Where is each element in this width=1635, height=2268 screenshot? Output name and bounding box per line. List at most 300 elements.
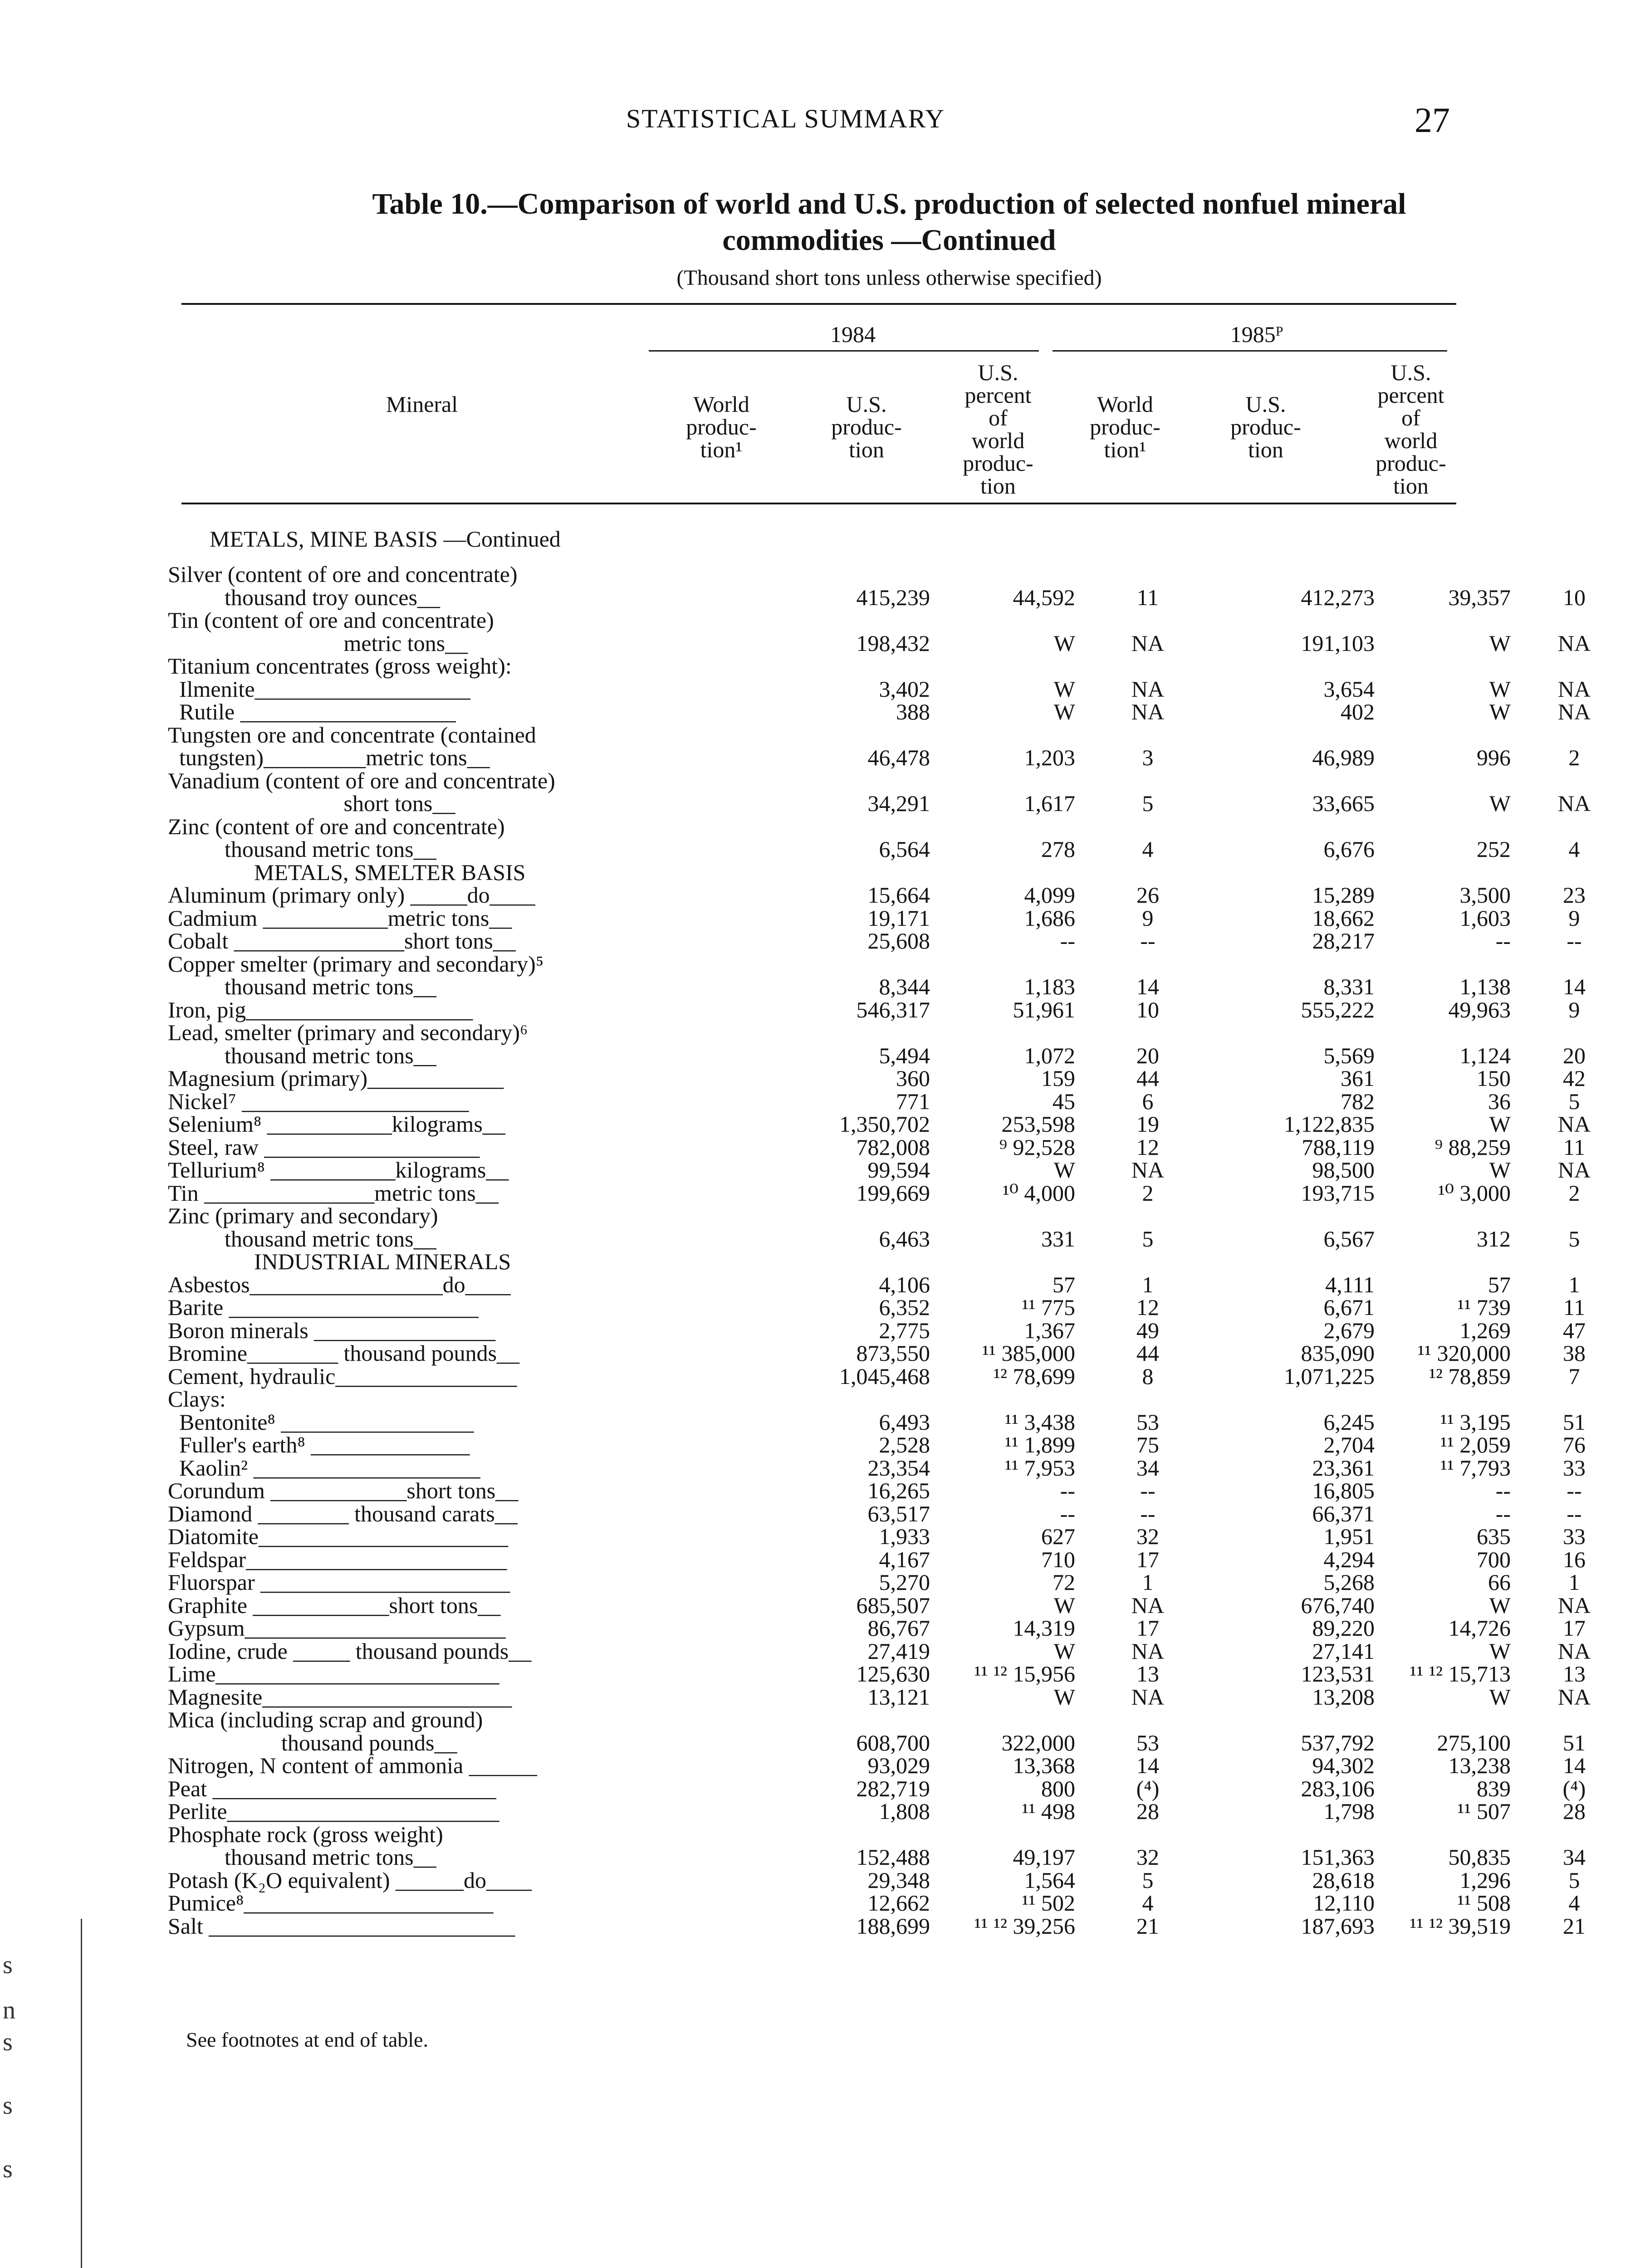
cell-world-1984: 99,594 xyxy=(867,1157,930,1183)
cell-world-1984: 685,507 xyxy=(856,1593,930,1618)
cell-pct-1985: 51 xyxy=(1563,1409,1586,1435)
cell-world-1985: 1,951 xyxy=(1323,1524,1375,1549)
mineral-label: Iodine, crude _____ thousand pounds__ xyxy=(168,1638,532,1664)
cell-world-1985: 27,141 xyxy=(1312,1638,1375,1664)
cell-world-1985: 537,792 xyxy=(1301,1730,1375,1755)
cell-world-1984: 46,478 xyxy=(867,745,930,770)
cell-pct-1985: 42 xyxy=(1563,1066,1586,1091)
cell-pct-1984: 49 xyxy=(1136,1318,1159,1343)
cell-pct-1984: 20 xyxy=(1136,1043,1159,1068)
cell-us-1984: -- xyxy=(1060,928,1075,953)
cell-pct-1984: NA xyxy=(1131,1157,1165,1183)
cell-world-1985: 2,679 xyxy=(1323,1318,1375,1343)
cell-us-1984: 1,203 xyxy=(1024,745,1075,770)
cell-world-1984: 2,775 xyxy=(879,1318,930,1343)
cell-us-1985: ¹¹ 739 xyxy=(1457,1295,1511,1320)
cell-world-1985: 4,294 xyxy=(1323,1547,1375,1572)
cell-pct-1985: 1 xyxy=(1568,1272,1580,1297)
cell-us-1984: 13,368 xyxy=(1013,1753,1075,1778)
cell-pct-1985: 7 xyxy=(1568,1364,1580,1389)
cell-us-1985: 36 xyxy=(1488,1089,1511,1114)
mineral-label: Lead, smelter (primary and secondary)⁶ xyxy=(168,1020,528,1045)
cell-pct-1984: 32 xyxy=(1136,1524,1159,1549)
cell-pct-1985: NA xyxy=(1557,791,1591,816)
cell-world-1984: 1,933 xyxy=(879,1524,930,1549)
cell-pct-1985: NA xyxy=(1557,1593,1591,1618)
mineral-label: Corundum ____________short tons__ xyxy=(168,1478,519,1503)
column-header-world-1984: World produc- tion¹ xyxy=(686,391,757,462)
cell-pct-1985: 14 xyxy=(1563,974,1586,999)
cell-world-1984: 125,630 xyxy=(856,1661,930,1686)
cell-world-1985: 1,071,225 xyxy=(1284,1364,1375,1389)
cell-world-1985: 6,671 xyxy=(1323,1295,1375,1320)
cell-us-1984: 57 xyxy=(1052,1272,1075,1297)
cell-world-1984: 360 xyxy=(896,1066,930,1091)
table-row xyxy=(168,1501,1582,1526)
cell-us-1984: -- xyxy=(1060,1478,1075,1503)
cell-us-1984: ⁹ 92,528 xyxy=(999,1134,1075,1160)
cell-pct-1985: 14 xyxy=(1563,1753,1586,1778)
mineral-label: Perlite________________________ xyxy=(168,1799,499,1824)
cell-world-1984: 1,350,702 xyxy=(839,1111,930,1137)
cell-us-1985: 57 xyxy=(1488,1272,1511,1297)
mineral-label: Cobalt _______________short tons__ xyxy=(168,928,516,953)
cell-pct-1985: 2 xyxy=(1568,1180,1580,1206)
mineral-label: Graphite ____________short tons__ xyxy=(168,1593,501,1618)
table-row xyxy=(168,1134,1586,1160)
cell-world-1984: 198,432 xyxy=(856,631,930,656)
cell-world-1984: 19,171 xyxy=(867,905,930,931)
cell-world-1984: 388 xyxy=(896,699,930,724)
cell-world-1984: 4,167 xyxy=(879,1547,930,1572)
cell-us-1984: -- xyxy=(1060,1501,1075,1526)
cell-us-1985: W xyxy=(1489,631,1511,656)
table-row xyxy=(168,1615,1586,1641)
mineral-label: metric tons__ xyxy=(168,631,468,656)
cell-us-1984: 1,564 xyxy=(1024,1867,1075,1893)
table-title xyxy=(172,186,1606,259)
table-row-label-line xyxy=(168,1823,1474,1846)
cell-world-1985: 412,273 xyxy=(1301,585,1375,610)
cell-us-1985: ⁹ 88,259 xyxy=(1434,1134,1511,1160)
margin-line xyxy=(81,1919,82,2268)
header-bottom-rule xyxy=(181,503,1456,504)
cell-pct-1985: NA xyxy=(1557,1638,1591,1664)
column-header-year-1985: 1985ᴾ xyxy=(1230,322,1283,347)
table-row xyxy=(168,1111,1591,1137)
cell-world-1985: 187,693 xyxy=(1301,1913,1375,1939)
cell-world-1985: 28,618 xyxy=(1312,1867,1375,1893)
margin-mark: s xyxy=(3,2155,13,2183)
cell-pct-1984: 10 xyxy=(1136,997,1159,1022)
cell-us-1985: ¹⁰ 3,000 xyxy=(1438,1180,1511,1206)
cell-us-1984: W xyxy=(1053,1684,1075,1710)
cell-us-1985: W xyxy=(1489,1638,1511,1664)
cell-us-1984: ¹¹ 775 xyxy=(1022,1295,1075,1320)
cell-world-1985: 151,363 xyxy=(1301,1844,1375,1870)
cell-world-1984: 12,662 xyxy=(867,1890,930,1916)
table-row-label-line xyxy=(168,1021,1474,1044)
table-row xyxy=(168,1432,1586,1457)
mineral-label: Boron minerals ________________ xyxy=(168,1318,496,1343)
cell-pct-1984: 53 xyxy=(1136,1409,1159,1435)
cell-pct-1984: NA xyxy=(1131,631,1165,656)
mineral-label: Cadmium ___________metric tons__ xyxy=(168,905,512,931)
mineral-label: thousand metric tons__ xyxy=(168,1844,436,1870)
cell-world-1985: 13,208 xyxy=(1312,1684,1375,1710)
cell-us-1985: ¹¹ ¹² 39,519 xyxy=(1410,1913,1511,1939)
cell-pct-1985: (⁴) xyxy=(1562,1776,1586,1801)
cell-world-1984: 63,517 xyxy=(867,1501,930,1526)
mineral-label: Cement, hydraulic________________ xyxy=(168,1364,517,1389)
cell-pct-1985: 9 xyxy=(1568,905,1580,931)
cell-world-1984: 29,348 xyxy=(867,1867,930,1893)
cell-world-1985: 191,103 xyxy=(1301,631,1375,656)
cell-us-1984: ¹⁰ 4,000 xyxy=(1002,1180,1075,1206)
mineral-label: Ilmenite___________________ xyxy=(168,676,470,702)
table-row xyxy=(168,1089,1580,1114)
cell-world-1984: 13,121 xyxy=(867,1684,930,1710)
cell-us-1985: 49,963 xyxy=(1448,997,1511,1022)
cell-world-1984: 608,700 xyxy=(856,1730,930,1755)
cell-world-1984: 546,317 xyxy=(856,997,930,1022)
cell-us-1985: 839 xyxy=(1477,1776,1511,1801)
cell-pct-1984: 44 xyxy=(1136,1066,1159,1091)
table-row xyxy=(168,1890,1580,1916)
cell-us-1984: 1,617 xyxy=(1024,791,1075,816)
cell-world-1984: 873,550 xyxy=(856,1340,930,1366)
cell-pct-1984: 4 xyxy=(1142,1890,1154,1916)
mineral-label: Gypsum_______________________ xyxy=(168,1615,506,1641)
table-row xyxy=(168,1524,1586,1549)
column-header-pct-1984: U.S. percent of world produc- tion xyxy=(963,360,1033,499)
cell-pct-1984: 8 xyxy=(1142,1364,1154,1389)
table-row xyxy=(168,1661,1586,1686)
cell-pct-1984: 21 xyxy=(1136,1913,1159,1939)
cell-pct-1984: 14 xyxy=(1136,1753,1159,1778)
cell-us-1984: ¹¹ ¹² 39,256 xyxy=(974,1913,1075,1939)
cell-us-1984: 1,183 xyxy=(1024,974,1075,999)
cell-pct-1984: 5 xyxy=(1142,1867,1154,1893)
cell-us-1985: 1,138 xyxy=(1459,974,1511,999)
cell-pct-1984: 26 xyxy=(1136,882,1159,908)
mineral-label: Copper smelter (primary and secondary)⁵ xyxy=(168,951,544,977)
cell-pct-1985: 33 xyxy=(1563,1455,1586,1481)
table-row xyxy=(168,1272,1580,1297)
cell-world-1985: 676,740 xyxy=(1301,1593,1375,1618)
cell-pct-1984: NA xyxy=(1131,1638,1165,1664)
cell-us-1985: -- xyxy=(1495,1501,1511,1526)
table-title-line2: commodities —Continued xyxy=(722,224,1056,257)
mineral-label: Silver (content of ore and concentrate) xyxy=(168,562,518,587)
cell-pct-1985: 10 xyxy=(1563,585,1586,610)
table-row xyxy=(168,1226,1580,1251)
cell-us-1985: 1,124 xyxy=(1459,1043,1511,1068)
cell-us-1984: W xyxy=(1053,631,1075,656)
column-header-us-1985: U.S. produc- tion xyxy=(1230,391,1301,462)
cell-us-1984: 253,598 xyxy=(1001,1111,1075,1137)
cell-us-1985: W xyxy=(1489,676,1511,702)
cell-pct-1985: NA xyxy=(1557,699,1591,724)
cell-us-1984: ¹¹ 385,000 xyxy=(982,1340,1075,1366)
cell-world-1985: 89,220 xyxy=(1312,1615,1375,1641)
cell-pct-1985: 9 xyxy=(1568,997,1580,1022)
cell-world-1984: 16,265 xyxy=(867,1478,930,1503)
cell-world-1984: 199,669 xyxy=(856,1180,930,1206)
mineral-label: Clays: xyxy=(168,1386,226,1412)
cell-us-1984: ¹¹ 1,899 xyxy=(1005,1432,1075,1457)
cell-world-1985: 6,245 xyxy=(1323,1409,1375,1435)
table-row xyxy=(168,1730,1586,1755)
cell-pct-1985: 76 xyxy=(1563,1432,1586,1457)
cell-pct-1985: NA xyxy=(1557,676,1591,702)
footnote-reference: See footnotes at end of table. xyxy=(186,2028,428,2051)
cell-pct-1984: 5 xyxy=(1142,1226,1154,1251)
mineral-label: Feldspar_______________________ xyxy=(168,1547,507,1572)
table-row xyxy=(168,1478,1582,1503)
cell-world-1985: 8,331 xyxy=(1323,974,1375,999)
cell-us-1984: ¹¹ 7,953 xyxy=(1005,1455,1075,1481)
mineral-label: Diamond ________ thousand carats__ xyxy=(168,1501,518,1526)
cell-us-1985: W xyxy=(1489,1157,1511,1183)
cell-pct-1984: 17 xyxy=(1136,1615,1159,1641)
cell-us-1985: 1,296 xyxy=(1459,1867,1511,1893)
cell-world-1985: 5,569 xyxy=(1323,1043,1375,1068)
table-row xyxy=(168,882,1586,908)
cell-us-1984: 4,099 xyxy=(1024,882,1075,908)
table-row xyxy=(168,905,1580,931)
margin-mark: s xyxy=(3,2028,13,2056)
cell-world-1985: 6,567 xyxy=(1323,1226,1375,1251)
mineral-label: Pumice⁸______________________ xyxy=(168,1890,494,1916)
cell-us-1984: 710 xyxy=(1041,1547,1075,1572)
column-header-pct-1985: U.S. percent of world produc- tion xyxy=(1376,360,1446,499)
mineral-label: tungsten)_________metric tons__ xyxy=(168,745,490,770)
cell-world-1985: 5,268 xyxy=(1323,1569,1375,1595)
table-units-note: (Thousand short tons unless otherwise specified) xyxy=(676,266,1102,290)
cell-us-1984: 45 xyxy=(1052,1089,1075,1114)
cell-world-1985: 28,217 xyxy=(1312,928,1375,953)
table-row xyxy=(168,1913,1586,1939)
running-head xyxy=(0,100,1635,144)
cell-world-1985: 555,222 xyxy=(1301,997,1375,1022)
table-row-label-line xyxy=(168,562,1474,586)
cell-world-1984: 8,344 xyxy=(879,974,930,999)
cell-world-1984: 282,719 xyxy=(856,1776,930,1801)
mineral-label: Vanadium (content of ore and concentrate) xyxy=(168,768,555,793)
table-row xyxy=(168,791,1591,816)
mineral-label: Phosphate rock (gross weight) xyxy=(168,1822,443,1847)
cell-world-1985: 193,715 xyxy=(1301,1180,1375,1206)
cell-world-1984: 1,045,468 xyxy=(839,1364,930,1389)
column-header-world-1985: World produc- tion¹ xyxy=(1090,391,1160,462)
mineral-label: thousand metric tons__ xyxy=(168,1043,436,1068)
table-row xyxy=(168,1593,1591,1618)
mineral-label: Tin _______________metric tons__ xyxy=(168,1180,499,1206)
cell-pct-1985: 23 xyxy=(1563,882,1586,908)
cell-us-1985: 1,603 xyxy=(1459,905,1511,931)
cell-pct-1985: 16 xyxy=(1563,1547,1586,1572)
cell-world-1984: 6,493 xyxy=(879,1409,930,1435)
section-metals-mine-basis: METALS, MINE BASIS —Continued xyxy=(210,526,561,552)
cell-pct-1985: 51 xyxy=(1563,1730,1586,1755)
mineral-label: Asbestos_________________do____ xyxy=(168,1272,511,1297)
cell-world-1985: 835,090 xyxy=(1301,1340,1375,1366)
mineral-label: Barite ______________________ xyxy=(168,1295,479,1320)
cell-world-1985: 3,654 xyxy=(1323,676,1375,702)
cell-pct-1985: NA xyxy=(1557,631,1591,656)
table-row xyxy=(168,1638,1591,1664)
table-row-label-line xyxy=(168,1387,1474,1411)
cell-us-1984: W xyxy=(1053,699,1075,724)
table-row xyxy=(168,1569,1580,1595)
cell-us-1985: 39,357 xyxy=(1448,585,1511,610)
cell-us-1984: 1,367 xyxy=(1024,1318,1075,1343)
cell-world-1984: 152,488 xyxy=(856,1844,930,1870)
mineral-label: Steel, raw ___________________ xyxy=(168,1134,480,1160)
cell-us-1984: 51,961 xyxy=(1013,997,1075,1022)
mineral-label: Lime_________________________ xyxy=(168,1661,499,1686)
mineral-label: Iron, pig____________________ xyxy=(168,997,473,1022)
cell-pct-1984: NA xyxy=(1131,1684,1165,1710)
cell-pct-1984: 32 xyxy=(1136,1844,1159,1870)
cell-us-1984: ¹¹ 498 xyxy=(1022,1799,1075,1824)
table-row xyxy=(168,1043,1586,1068)
mineral-label: Tin (content of ore and concentrate) xyxy=(168,607,494,633)
cell-us-1985: 150 xyxy=(1477,1066,1511,1091)
column-header-year-1984: 1984 xyxy=(830,322,876,347)
mineral-label: Bromine________ thousand pounds__ xyxy=(168,1340,519,1366)
section-heading xyxy=(168,860,1474,884)
table-row xyxy=(168,1867,1580,1893)
cell-pct-1984: 12 xyxy=(1136,1295,1159,1320)
mineral-label: Titanium concentrates (gross weight): xyxy=(168,653,512,679)
cell-pct-1984: 34 xyxy=(1136,1455,1159,1481)
cell-world-1984: 27,419 xyxy=(867,1638,930,1664)
cell-us-1984: 800 xyxy=(1041,1776,1075,1801)
cell-us-1985: 252 xyxy=(1477,836,1511,862)
table-row-label-line xyxy=(168,952,1474,976)
mineral-label: thousand metric tons__ xyxy=(168,974,436,999)
section-heading-label: INDUSTRIAL MINERALS xyxy=(254,1249,511,1274)
cell-world-1984: 15,664 xyxy=(867,882,930,908)
mineral-label: thousand metric tons__ xyxy=(168,1226,436,1251)
cell-world-1984: 782,008 xyxy=(856,1134,930,1160)
cell-pct-1984: 6 xyxy=(1142,1089,1154,1114)
table-row xyxy=(168,631,1591,656)
cell-world-1985: 361 xyxy=(1341,1066,1375,1091)
table-row xyxy=(168,974,1586,999)
cell-us-1984: 1,072 xyxy=(1024,1043,1075,1068)
cell-us-1985: W xyxy=(1489,791,1511,816)
running-title: STATISTICAL SUMMARY xyxy=(626,104,945,133)
cell-world-1984: 4,106 xyxy=(879,1272,930,1297)
cell-us-1984: ¹¹ 502 xyxy=(1022,1890,1075,1916)
cell-world-1984: 5,494 xyxy=(879,1043,930,1068)
cell-pct-1985: 5 xyxy=(1568,1226,1580,1251)
cell-pct-1984: 28 xyxy=(1136,1799,1159,1824)
table-row xyxy=(168,1364,1580,1389)
cell-us-1985: 14,726 xyxy=(1448,1615,1511,1641)
cell-pct-1984: 5 xyxy=(1142,791,1154,816)
cell-us-1985: 312 xyxy=(1477,1226,1511,1251)
cell-pct-1985: 1 xyxy=(1568,1569,1580,1595)
table-row xyxy=(168,676,1591,702)
cell-us-1985: W xyxy=(1489,1111,1511,1137)
mineral-label: Nitrogen, N content of ammonia ______ xyxy=(168,1753,537,1778)
cell-pct-1984: 1 xyxy=(1142,1569,1154,1595)
cell-us-1985: 275,100 xyxy=(1437,1730,1511,1755)
cell-pct-1985: 38 xyxy=(1563,1340,1586,1366)
mineral-label: Selenium⁸ ___________kilograms__ xyxy=(168,1111,505,1137)
cell-us-1985: 635 xyxy=(1477,1524,1511,1549)
mineral-label: Tungsten ore and concentrate (contained xyxy=(168,722,536,748)
mineral-label: Bentonite⁸ _________________ xyxy=(168,1409,474,1435)
year2-rule xyxy=(1052,350,1447,352)
cell-pct-1985: 11 xyxy=(1563,1134,1586,1160)
cell-world-1985: 16,805 xyxy=(1312,1478,1375,1503)
cell-pct-1985: 20 xyxy=(1563,1043,1586,1068)
column-header-us-1984: U.S. produc- tion xyxy=(831,391,902,462)
cell-us-1985: 700 xyxy=(1477,1547,1511,1572)
cell-us-1985: ¹¹ 507 xyxy=(1457,1799,1511,1824)
table-row xyxy=(168,1066,1586,1091)
cell-us-1985: -- xyxy=(1495,1478,1511,1503)
table-row xyxy=(168,699,1591,724)
cell-pct-1985: NA xyxy=(1557,1157,1591,1183)
cell-world-1984: 3,402 xyxy=(879,676,930,702)
cell-us-1985: ¹¹ 320,000 xyxy=(1418,1340,1511,1366)
cell-pct-1984: NA xyxy=(1131,1593,1165,1618)
cell-world-1985: 98,500 xyxy=(1312,1157,1375,1183)
table-row xyxy=(168,1799,1586,1824)
cell-pct-1984: 17 xyxy=(1136,1547,1159,1572)
cell-us-1984: ¹² 78,699 xyxy=(994,1364,1075,1389)
cell-us-1985: W xyxy=(1489,1684,1511,1710)
table-row xyxy=(168,1844,1586,1870)
cell-us-1984: 322,000 xyxy=(1001,1730,1075,1755)
cell-world-1985: 2,704 xyxy=(1323,1432,1375,1457)
mineral-label: Magnesite______________________ xyxy=(168,1684,512,1710)
table-row-label-line xyxy=(168,815,1474,838)
cell-world-1985: 283,106 xyxy=(1301,1776,1375,1801)
cell-pct-1985: 47 xyxy=(1563,1318,1586,1343)
cell-world-1985: 94,302 xyxy=(1312,1753,1375,1778)
cell-world-1984: 6,463 xyxy=(879,1226,930,1251)
cell-pct-1984: 4 xyxy=(1142,836,1154,862)
table-row xyxy=(168,1340,1586,1366)
section-heading-label: METALS, SMELTER BASIS xyxy=(254,860,526,885)
cell-world-1984: 415,239 xyxy=(856,585,930,610)
cell-world-1985: 66,371 xyxy=(1312,1501,1375,1526)
table-row xyxy=(168,997,1580,1022)
table-row xyxy=(168,1295,1586,1320)
cell-world-1985: 4,111 xyxy=(1325,1272,1375,1297)
table-row-label-line xyxy=(168,654,1474,678)
mineral-label: Fluorspar ______________________ xyxy=(168,1569,510,1595)
cell-world-1985: 18,662 xyxy=(1312,905,1375,931)
cell-us-1984: 49,197 xyxy=(1013,1844,1075,1870)
cell-pct-1985: 5 xyxy=(1568,1089,1580,1114)
cell-pct-1985: 4 xyxy=(1568,836,1580,862)
cell-world-1985: 402 xyxy=(1341,699,1375,724)
table-row xyxy=(168,1409,1586,1435)
mineral-label: Kaolin² ____________________ xyxy=(168,1455,480,1481)
cell-world-1985: 46,989 xyxy=(1312,745,1375,770)
table-row xyxy=(168,1157,1591,1183)
top-rule xyxy=(181,303,1456,305)
cell-pct-1984: 53 xyxy=(1136,1730,1159,1755)
